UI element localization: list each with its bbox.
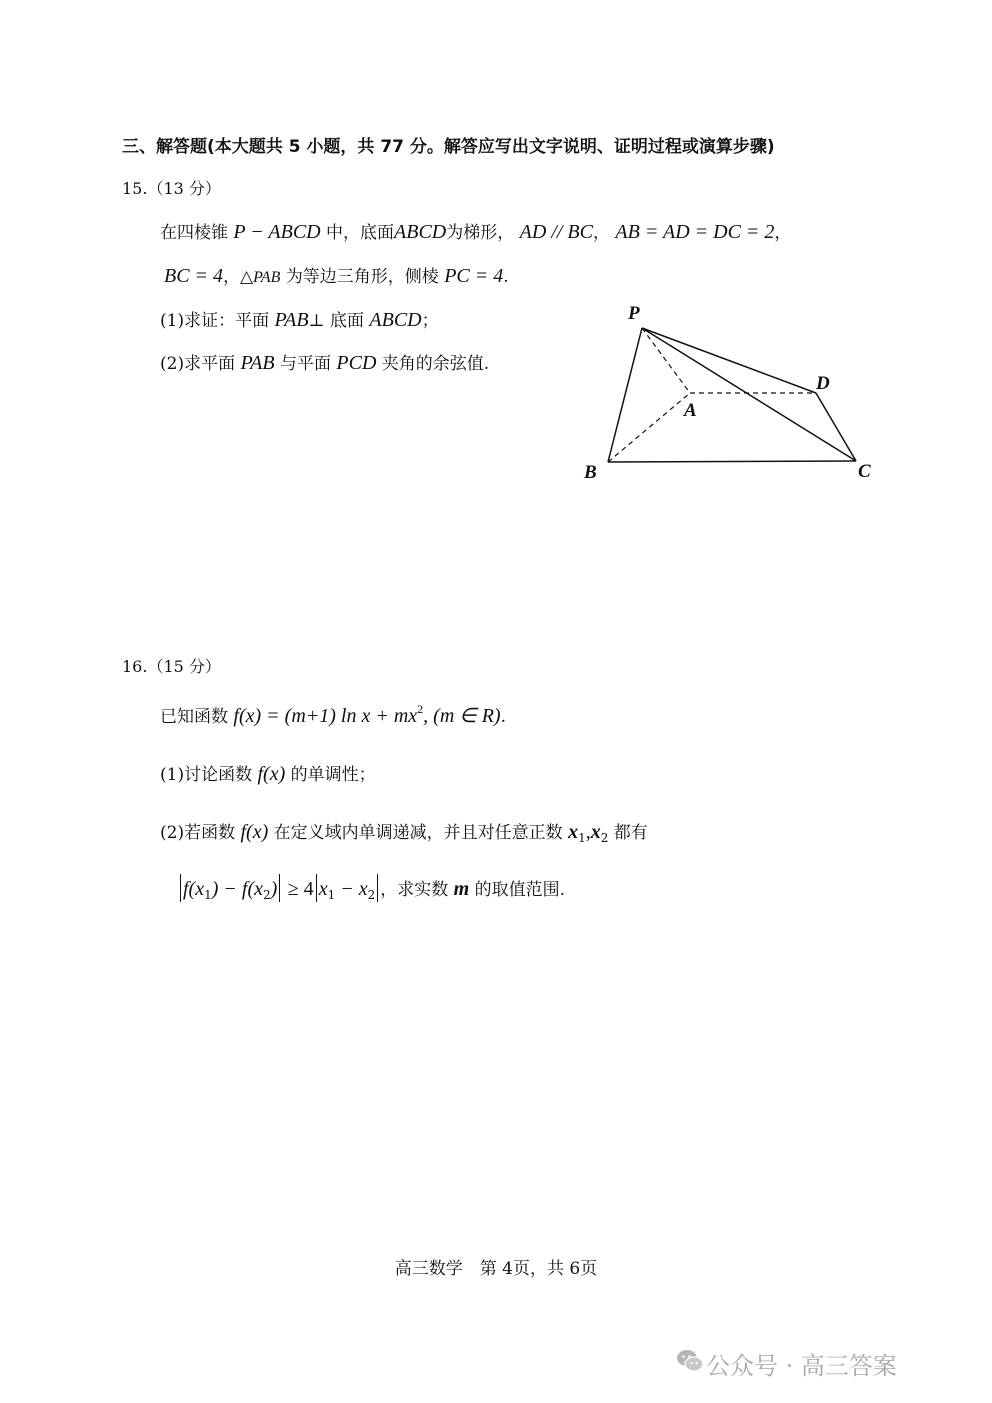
q15-part1-text-b: ⊥ 底面 xyxy=(308,311,364,331)
q16-var-x2-sub: 2 xyxy=(600,831,609,845)
q15-line1-expr3: AD // BC xyxy=(519,221,593,243)
q16-part1-text-b: 的单调性； xyxy=(290,765,376,785)
q15-line1-expr4: AB = AD = DC = 2 xyxy=(615,221,775,243)
q16-part1 xyxy=(160,760,376,786)
q16-domain: , (m ∈ R) xyxy=(423,705,501,727)
q16-line1-end: . xyxy=(500,707,506,727)
q16-line1 xyxy=(160,702,506,728)
q15-part1-expr1: PAB xyxy=(274,309,309,331)
q15-line2 xyxy=(164,262,509,288)
abs-bar-right2 xyxy=(377,874,378,902)
q16-var-x1: x xyxy=(568,821,579,843)
q16-inequality xyxy=(178,874,565,902)
abs-bar-right xyxy=(279,874,280,902)
edge-DC xyxy=(816,393,856,461)
q15-line2-expr2: PAB xyxy=(253,269,281,286)
ineq-sub2: 2 xyxy=(262,888,271,902)
label-D: D xyxy=(816,373,830,394)
q16-part2-text-a: (2)若函数 xyxy=(160,823,236,843)
q16-part2-text-b: 在定义域内单调递减，并且对任意正数 xyxy=(273,823,563,843)
q15-part2-text-b: 与平面 xyxy=(279,354,331,374)
q16-number: 16.（15 分） xyxy=(122,657,221,676)
q15-number: 15.（13 分） xyxy=(122,179,221,198)
q16-var-x1-sub: 1 xyxy=(578,831,586,845)
pyramid-figure xyxy=(570,296,890,496)
q16-part1-fx: f(x) xyxy=(257,763,286,785)
q15-line1-text-e: ， xyxy=(774,223,792,243)
ineq-tail-a: ，求实数 xyxy=(380,880,449,900)
abs-bar-left2 xyxy=(316,874,317,902)
ineq-sub4: 2 xyxy=(367,888,376,902)
q15-line2-text-b: 为等边三角形，侧棱 xyxy=(285,267,439,287)
label-A: A xyxy=(684,400,697,421)
ineq-ge: ≥ 4 xyxy=(287,878,314,900)
edge-PC xyxy=(642,328,856,461)
q16-part2-text-c: 都有 xyxy=(613,823,648,843)
q15-line2-expr3: PC = 4 xyxy=(444,265,504,287)
q15-line2-text-c: . xyxy=(503,267,509,287)
q15-part2-text-c: 夹角的余弦值. xyxy=(381,354,490,374)
q15-line1 xyxy=(160,218,791,244)
ineq-mid: ) − f(x xyxy=(211,878,263,900)
ineq-sub1: 1 xyxy=(204,888,212,902)
q16-function-def: f(x) = (m+1) ln x + mx xyxy=(233,705,418,727)
q16-part2-fx: f(x) xyxy=(240,821,269,843)
q15-part1-expr2: ABCD xyxy=(369,309,422,331)
page-footer: 高三数学 第 4页，共 6页 xyxy=(394,1259,598,1279)
wechat-icon xyxy=(676,1348,704,1374)
label-B: B xyxy=(584,462,597,483)
q16-var-x2: x xyxy=(590,821,601,843)
q15-line2-expr1: BC = 4 xyxy=(164,265,224,287)
q15-line1-expr1: P − ABCD xyxy=(233,221,321,243)
edge-PD xyxy=(642,328,816,393)
q16-comma: , xyxy=(585,821,591,843)
q15-line1-text-b: 中，底面 xyxy=(326,223,395,243)
q15-line2-text-a: ，△ xyxy=(223,267,254,287)
ineq-minus: − x xyxy=(335,878,368,900)
section-heading: 三、解答题(本大题共 5 小题，共 77 分。解答应写出文字说明、证明过程或演算步骤) xyxy=(122,137,775,157)
q15-line1-text-d: ， xyxy=(593,223,610,243)
label-C: C xyxy=(858,461,871,482)
q16-exponent: 2 xyxy=(417,702,424,716)
q15-line1-text-a: 在四棱锥 xyxy=(160,223,228,243)
watermark-text: 公众号 · 高三答案 xyxy=(706,1352,897,1380)
q16-line1-text-a: 已知函数 xyxy=(160,707,228,727)
edge-BA-hidden xyxy=(608,393,690,462)
q15-part2-expr2: PCD xyxy=(336,352,377,374)
ineq-f1: f(x xyxy=(183,878,205,900)
q16-part1-text-a: (1)讨论函数 xyxy=(160,765,253,785)
q15-part2 xyxy=(160,349,489,375)
q15-part1-text-c: ； xyxy=(421,311,439,331)
q15-part2-expr1: PAB xyxy=(240,352,275,374)
ineq-sub3: 1 xyxy=(327,888,336,902)
q15-part1-text-a: (1)求证：平面 xyxy=(160,311,270,331)
abs-bar-left xyxy=(180,874,181,902)
ineq-m: m xyxy=(453,878,470,900)
edge-BC xyxy=(608,461,856,462)
q16-part2 xyxy=(160,818,648,845)
q15-part1 xyxy=(160,306,439,332)
label-P: P xyxy=(628,303,640,324)
q15-line1-expr2: ABCD xyxy=(394,221,447,243)
q15-line1-text-c: 为梯形， xyxy=(446,223,515,243)
ineq-close: ) xyxy=(270,878,278,900)
edge-PB xyxy=(608,328,642,462)
ineq-x1: x xyxy=(318,878,328,900)
q15-part2-text-a: (2)求平面 xyxy=(160,354,236,374)
ineq-tail-b: 的取值范围. xyxy=(474,880,566,900)
